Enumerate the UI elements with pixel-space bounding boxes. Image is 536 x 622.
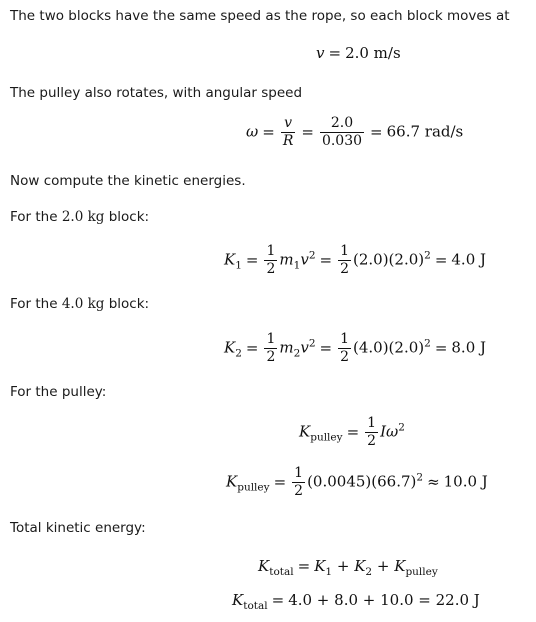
speed-value: 2.0 m/s	[345, 44, 401, 62]
equation-kpulley-formula: $K_{pulley}$ = $\frac{1}{2}$ $I\omega^2$	[299, 415, 405, 449]
ktotal-result: 4.0 + 8.0 + 10.0 = 22.0 J	[288, 591, 480, 609]
kpulley-result: 10.0 J	[443, 472, 488, 491]
equation-kpulley-value: $K_{pulley}$ = $\frac{1}{2}$ $(0.0045)(66.7)^2 \approx 10.0$ J	[226, 465, 488, 499]
equation-k2: $K_2$ = $\frac{1}{2}$ $m_2v^2$ = $\frac{1}{2}$ $(4.0)(2.0)^2 = 8.0$ J	[224, 331, 487, 365]
equation-omega: ω = $\frac{v}{R}$ = $\frac{2.0}{0.030}$ = 66.7 rad/s	[246, 115, 464, 149]
text-total: Total kinetic energy:	[10, 520, 146, 536]
omega-numerator: 2.0	[320, 115, 364, 133]
k2-result: 8.0 J	[451, 338, 487, 357]
equation-speed: v = 2.0 m/s	[316, 44, 401, 62]
text-compute: Now compute the kinetic energies.	[10, 173, 246, 189]
equation-ktotal-value: $K_{total} = 4.0 + 8.0 + 10.0 = 22.0$ J	[232, 591, 480, 612]
equation-ktotal-formula: $K_{total} = K_1 + K_2 + K_{pulley}$	[258, 557, 438, 578]
omega-denominator: 0.030	[321, 133, 363, 149]
mass-2kg: 2.0 kg	[61, 209, 105, 225]
mass-4kg: 4.0 kg	[61, 296, 105, 312]
text-pulley: For the pulley:	[10, 384, 107, 400]
text-angular-speed: The pulley also rotates, with angular speed	[10, 85, 303, 101]
k1-result: 4.0 J	[451, 250, 487, 269]
text-block-4kg: For the 4.0 kg block:	[10, 296, 150, 312]
omega-result: 66.7 rad/s	[386, 122, 464, 141]
equation-k1: $K_1$ = $\frac{1}{2}$ $m_1v^2$ = $\frac{1}{2}$ $(2.0)(2.0)^2 = 4.0$ J	[224, 243, 487, 277]
text-block-2kg: For the 2.0 kg block:	[10, 209, 150, 225]
text-intro: The two blocks have the same speed as the rope, so each block moves at	[10, 8, 510, 24]
